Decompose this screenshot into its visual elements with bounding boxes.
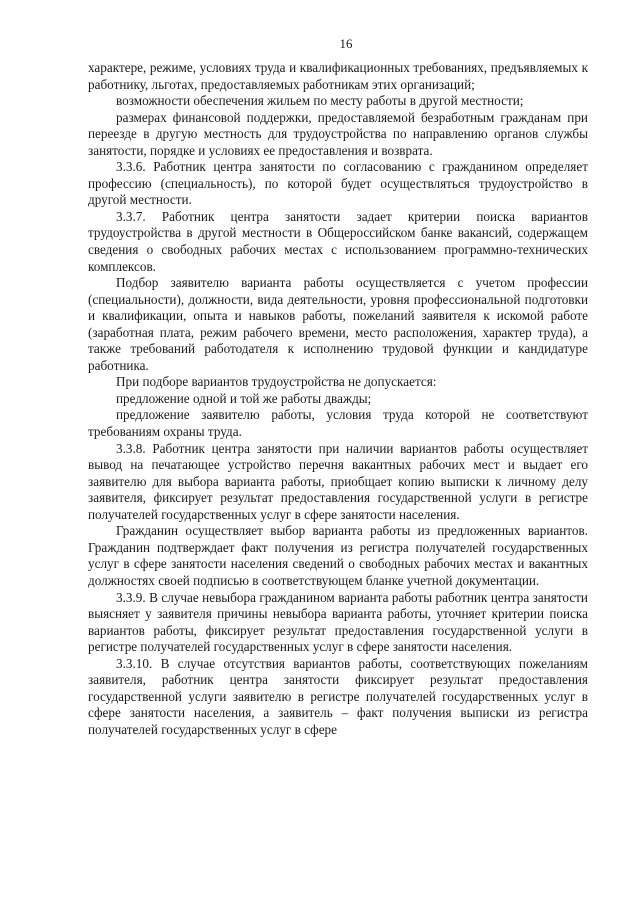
page-number: 16: [339, 36, 353, 51]
paragraph: При подборе вариантов трудоустройства не допускается:: [116, 374, 437, 390]
paragraph: характере, режиме, условиях труда и квалификационных требованиях, предъявляемых к работнику, льготах, предоставляемых работникам этих организаций;: [88, 60, 588, 92]
paragraph: 3.3.8. Работник центра занятости при наличии вариантов работы осуществляет вывод на печатающее устройство перечня вакантных рабочих мест и выдает его заявителю для выбора варианта работы, приобщает копию выписки к личному делу заявителя, фиксирует результат предоставления государственной услуги в регистре получателей государственных услуг в сфере занятости населения.: [88, 440, 588, 522]
paragraph: размерах финансовой поддержки, предоставляемой безработным гражданам при переезде в другую местность для трудоустройства по направлению органов службы занятости, порядке и условиях ее предоставления и возврата.: [88, 109, 588, 158]
paragraph: 3.3.10. В случае отсутствия вариантов работы, соответствующих пожеланиям заявителя, работник центра занятости фиксирует результат предоставления государственной услуги заявителю в регистре получателей государственных услуг в сфере занятости населения, а заявитель – факт получения выписки из регистра получателей государственных услуг в сфере: [88, 655, 588, 737]
paragraph: 3.3.7. Работник центра занятости задает критерии поиска вариантов трудоустройства в другой местности в Общероссийском банке вакансий, содержащем сведения о свободных рабочих местах с использованием программно-технических комплексов.: [88, 208, 588, 274]
paragraph: 3.3.9. В случае невыбора гражданином варианта работы работник центра занятости выясняет у заявителя причины невыбора варианта работы, уточняет критерии поиска вариантов работы, фиксирует результат предоставления государственной услуги в регистре получателей государственных услуг в сфере занятости населения.: [88, 589, 588, 655]
paragraph: Подбор заявителю варианта работы осуществляется с учетом профессии (специальности), должности, вида деятельности, уровня профессиональной подготовки и квалификации, опыта и навыков работы, пожеланий заявителя к искомой работе (заработная плата, режим рабочего времени, место расположения, характер труда), а также требований работодателя к исполнению трудовой функции и кандидатуре работника.: [88, 275, 588, 373]
paragraph: предложение заявителю работы, условия труда которой не соответствуют требованиям охраны труда.: [88, 407, 588, 440]
paragraph: предложение одной и той же работы дважды;: [116, 390, 372, 406]
document-body: [88, 60, 588, 738]
paragraph: Гражданин осуществляет выбор варианта работы из предложенных вариантов. Гражданин подтверждает факт получения из регистра получателей государственных услуг в сфере занятости населения сведений о свободных рабочих местах и вакантных должностях своей подписью в соответствующем бланке учетной документации.: [88, 523, 588, 588]
paragraph: возможности обеспечения жильем по месту работы в другой местности;: [116, 93, 524, 109]
paragraph: 3.3.6. Работник центра занятости по согласованию с гражданином определяет профессию (специальность), по которой будет осуществляться трудоустройство в другой местности.: [88, 159, 588, 208]
